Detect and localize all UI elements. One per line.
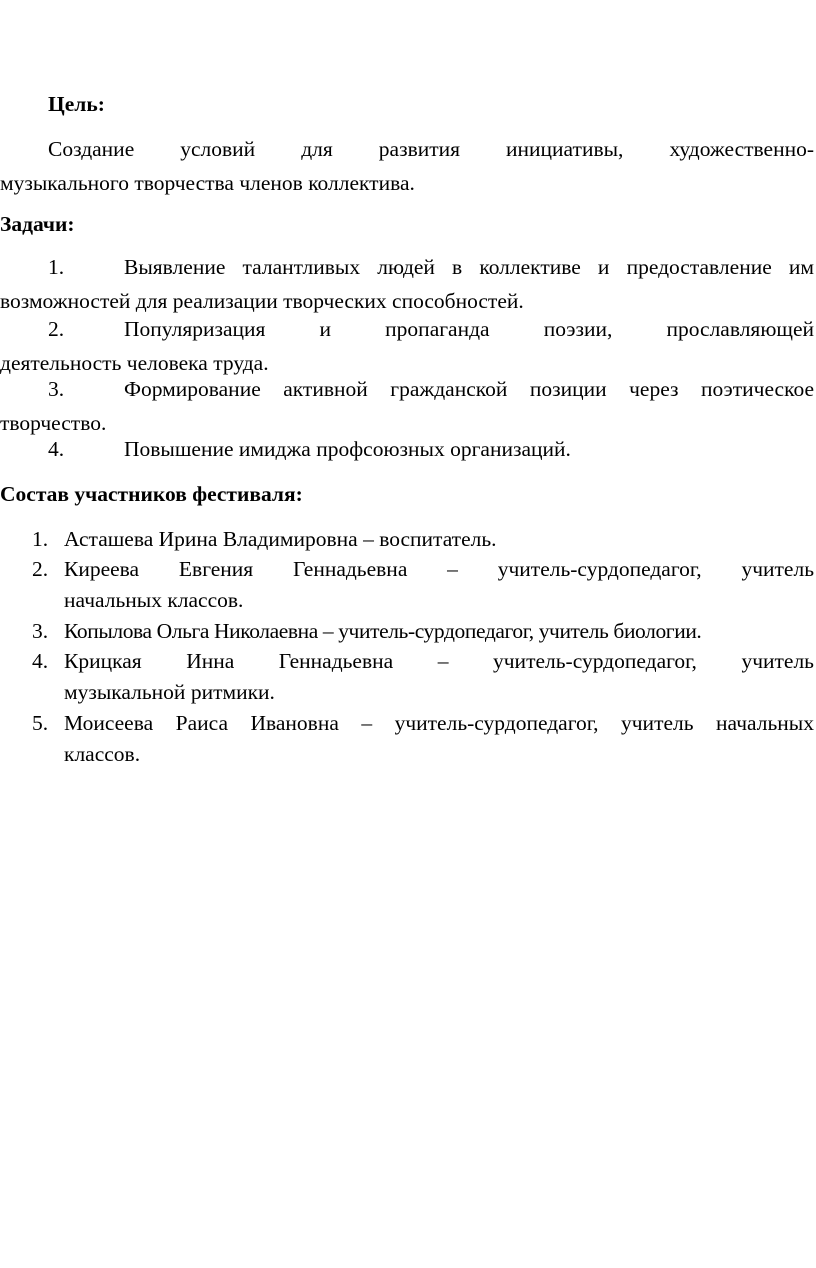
task-number: 2. bbox=[48, 317, 65, 341]
goal-paragraph bbox=[0, 132, 814, 200]
participant-text-line-1: Крицкая Инна Геннадьевна – учитель-сурдопедагог, учитель bbox=[64, 649, 814, 673]
participant-text-line-2: музыкальной ритмики. bbox=[64, 680, 275, 704]
tasks-heading: Задачи: bbox=[0, 212, 75, 236]
task-number: 1. bbox=[48, 255, 65, 279]
participant-text-line-1: Моисеева Раиса Ивановна – учитель-сурдопедагог, учитель начальных bbox=[64, 711, 814, 735]
goal-heading: Цель: bbox=[48, 92, 105, 116]
participant-number: 3. bbox=[32, 619, 49, 643]
participant-text-line-2: начальных классов. bbox=[64, 588, 244, 612]
participant-text-line-1: Киреева Евгения Геннадьевна – учитель-сурдопедагог, учитель bbox=[64, 557, 814, 581]
task-text-line-1: Выявление талантливых людей в коллективе и предоставление им bbox=[124, 255, 814, 279]
participants-heading: Состав участников фестиваля: bbox=[0, 482, 303, 506]
task-text-line-2: деятельность человека труда. bbox=[0, 351, 269, 375]
task-number: 3. bbox=[48, 377, 65, 401]
goal-line-2: музыкального творчества членов коллектива. bbox=[0, 171, 415, 195]
participant-number: 2. bbox=[32, 557, 49, 581]
task-text-line-1: Повышение имиджа профсоюзных организаций. bbox=[124, 437, 571, 461]
task-text-line-2: творчество. bbox=[0, 411, 107, 435]
task-item-2 bbox=[0, 312, 814, 380]
goal-line-1: Создание условий для развития инициативы, художественно- bbox=[48, 137, 814, 161]
task-text-line-1: Популяризация и пропаганда поэзии, прославляющей bbox=[124, 317, 814, 341]
participant-number: 4. bbox=[32, 649, 49, 673]
task-number: 4. bbox=[48, 437, 65, 461]
task-text-line-1: Формирование активной гражданской позиции через поэтическое bbox=[124, 377, 814, 401]
task-text-line-2: возможностей для реализации творческих способностей. bbox=[0, 289, 524, 313]
participant-text-line-2: классов. bbox=[64, 742, 141, 766]
participant-number: 5. bbox=[32, 711, 49, 735]
participant-text-line-1: Асташева Ирина Владимировна – воспитатель. bbox=[64, 527, 497, 551]
participant-number: 1. bbox=[32, 527, 49, 551]
task-item-1 bbox=[0, 250, 814, 318]
task-item-4 bbox=[0, 432, 814, 466]
task-item-3 bbox=[0, 372, 814, 440]
participant-text-line-1: Копылова Ольга Николаевна – учитель-сурдопедагог, учитель биологии. bbox=[64, 619, 702, 643]
